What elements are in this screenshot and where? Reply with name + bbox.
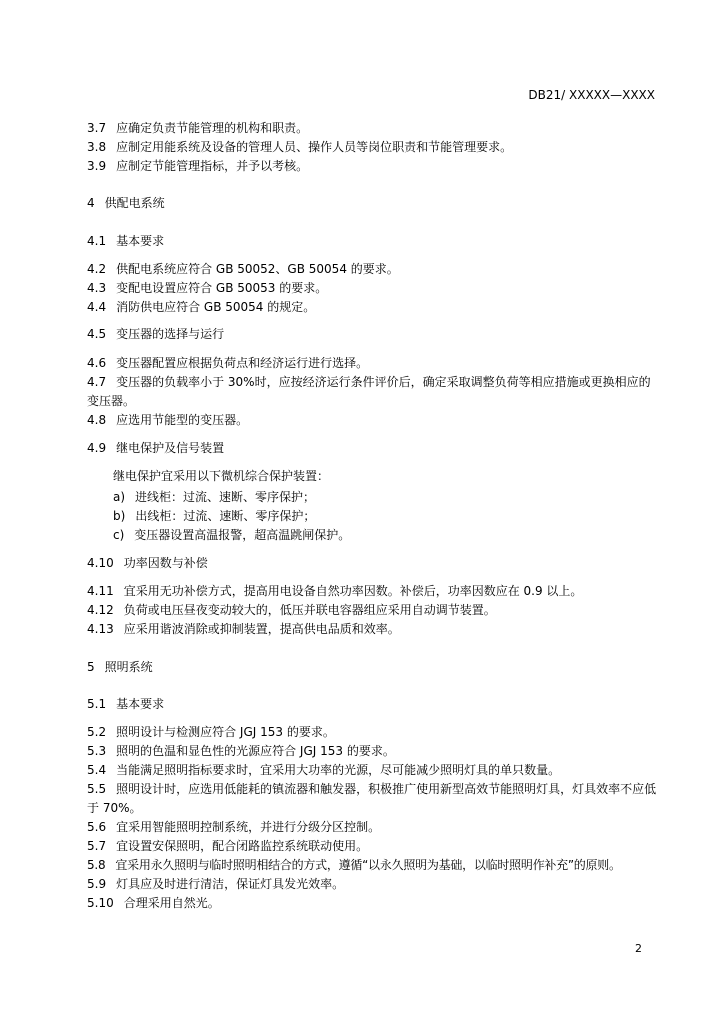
page-number: 2 — [635, 942, 642, 955]
clause-number: 4.6 — [87, 356, 107, 370]
paragraph-text: 继电保护宜采用以下微机综合保护装置： — [113, 469, 330, 483]
clause-4-3 — [87, 279, 662, 298]
clause-text: 灯具应及时进行清洁，保证灯具发光效率。 — [116, 877, 345, 891]
clause-5-4 — [87, 761, 662, 780]
clause-number: 4.1 — [87, 234, 107, 248]
list-marker: b) — [113, 509, 126, 523]
clause-number: 4.7 — [87, 375, 107, 389]
clause-number: 4.3 — [87, 281, 107, 295]
clause-text: 负荷或电压昼夜变动较大的，低压并联电容器组应采用自动调节装置。 — [123, 603, 496, 617]
clause-text: 继电保护及信号装置 — [116, 441, 225, 455]
clause-number: 3.9 — [87, 159, 107, 173]
clause-text: 应采用谐波消除或抑制装置，提高供电品质和效率。 — [123, 622, 400, 636]
list-item-text: 出线柜：过流、速断、零序保护； — [135, 509, 316, 523]
clause-text: 宜采用智能照明控制系统，并进行分级分区控制。 — [116, 820, 381, 834]
clause-number: 5.9 — [87, 877, 107, 891]
protection-intro — [113, 467, 658, 486]
clause-text: 基本要求 — [116, 234, 165, 248]
clause-text: 应选用节能型的变压器。 — [116, 413, 249, 427]
list-item-text: 变压器设置高温报警，超高温跳闸保护。 — [134, 528, 351, 542]
clause-text: 变压器配置应根据负荷点和经济运行进行选择。 — [116, 356, 369, 370]
clause-5-1 — [87, 695, 662, 714]
chapter-title: 供配电系统 — [104, 196, 165, 210]
chapter-number: 4 — [87, 196, 95, 210]
clause-number: 5.10 — [87, 896, 114, 910]
clause-5-7 — [87, 837, 662, 856]
clause-4-9 — [87, 439, 662, 458]
clause-text: 宜采用无功补偿方式，提高用电设备自然功率因数。补偿后，功率因数应在 0.9 以上。 — [123, 584, 583, 598]
clause-5-10 — [87, 894, 662, 913]
clause-5-3 — [87, 742, 662, 761]
clause-text: 消防供电应符合 GB 50054 的规定。 — [116, 300, 316, 314]
clause-text: 应确定负责节能管理的机构和职责。 — [116, 121, 309, 135]
clause-number: 5.6 — [87, 820, 107, 834]
clause-number: 4.11 — [87, 584, 114, 598]
clause-5-8 — [87, 856, 662, 875]
clause-text: 供配电系统应符合 GB 50052、GB 50054 的要求。 — [116, 262, 399, 276]
clause-number: 5.1 — [87, 697, 107, 711]
clause-number: 4.10 — [87, 556, 114, 570]
clause-text: 变压器的选择与运行 — [116, 327, 225, 341]
clause-text: 宜采用永久照明与临时照明相结合的方式，遵循“以永久照明为基础，以临时照明作补充”的原则。 — [115, 858, 621, 872]
clause-4-7 — [87, 373, 662, 411]
clause-number: 5.4 — [87, 763, 107, 777]
clause-number: 4.13 — [87, 622, 114, 636]
clause-4-1 — [87, 232, 662, 251]
document-code-header: DB21/ XXXXX—XXXX — [528, 88, 655, 102]
clause-text: 变压器的负载率小于 30%时，应按经济运行条件评价后，确定采取调整负荷等相应措施或更换相应的变压器。 — [87, 375, 651, 408]
clause-text: 照明设计时，应选用低能耗的镇流器和触发器，积极推广使用新型高效节能照明灯具，灯具效率不应低于 70%。 — [87, 782, 657, 815]
clause-number: 5.5 — [87, 782, 107, 796]
clause-text: 照明的色温和显色性的光源应符合 JGJ 153 的要求。 — [116, 744, 395, 758]
clause-text: 功率因数与补偿 — [123, 556, 208, 570]
clause-text: 合理采用自然光。 — [123, 896, 220, 910]
clause-4-11 — [87, 582, 662, 601]
clause-5-5 — [87, 780, 662, 818]
clause-5-6 — [87, 818, 662, 837]
clause-number: 3.8 — [87, 140, 107, 154]
clause-text: 照明设计与检测应符合 JGJ 153 的要求。 — [116, 725, 335, 739]
clause-4-8 — [87, 411, 662, 430]
list-item-b — [113, 507, 658, 526]
list-item-c — [113, 526, 658, 545]
clause-4-12 — [87, 601, 662, 620]
chapter-number: 5 — [87, 660, 95, 674]
clause-text: 应制定节能管理指标，并予以考核。 — [116, 159, 309, 173]
clause-number: 4.12 — [87, 603, 114, 617]
list-marker: c) — [113, 528, 125, 542]
clause-4-4 — [87, 298, 662, 317]
clause-text: 应制定用能系统及设备的管理人员、操作人员等岗位职责和节能管理要求。 — [116, 140, 513, 154]
clause-3-8 — [87, 138, 662, 157]
clause-4-2 — [87, 260, 662, 279]
clause-4-13 — [87, 620, 662, 639]
clause-number: 4.2 — [87, 262, 107, 276]
clause-number: 4.8 — [87, 413, 107, 427]
list-marker: a) — [113, 490, 126, 504]
clause-number: 3.7 — [87, 121, 107, 135]
clause-5-2 — [87, 723, 662, 742]
clause-number: 5.7 — [87, 839, 107, 853]
clause-4-10 — [87, 554, 662, 573]
clause-number: 4.9 — [87, 441, 107, 455]
chapter-title: 照明系统 — [104, 660, 153, 674]
clause-text: 当能满足照明指标要求时，宜采用大功率的光源，尽可能减少照明灯具的单只数量。 — [116, 763, 561, 777]
chapter-4-heading — [87, 194, 662, 213]
clause-number: 4.5 — [87, 327, 107, 341]
list-item-a — [113, 488, 658, 507]
clause-number: 4.4 — [87, 300, 107, 314]
list-item-text: 进线柜：过流、速断、零序保护； — [135, 490, 316, 504]
clause-5-9 — [87, 875, 662, 894]
clause-3-9 — [87, 157, 662, 176]
clause-text: 基本要求 — [116, 697, 165, 711]
clause-3-7 — [87, 119, 662, 138]
clause-text: 变配电设置应符合 GB 50053 的要求。 — [116, 281, 328, 295]
clause-number: 5.2 — [87, 725, 107, 739]
clause-4-5 — [87, 325, 662, 344]
chapter-5-heading — [87, 658, 662, 677]
clause-text: 宜设置安保照明，配合闭路监控系统联动使用。 — [116, 839, 369, 853]
clause-4-6 — [87, 354, 662, 373]
clause-number: 5.8 — [87, 858, 106, 872]
clause-number: 5.3 — [87, 744, 107, 758]
